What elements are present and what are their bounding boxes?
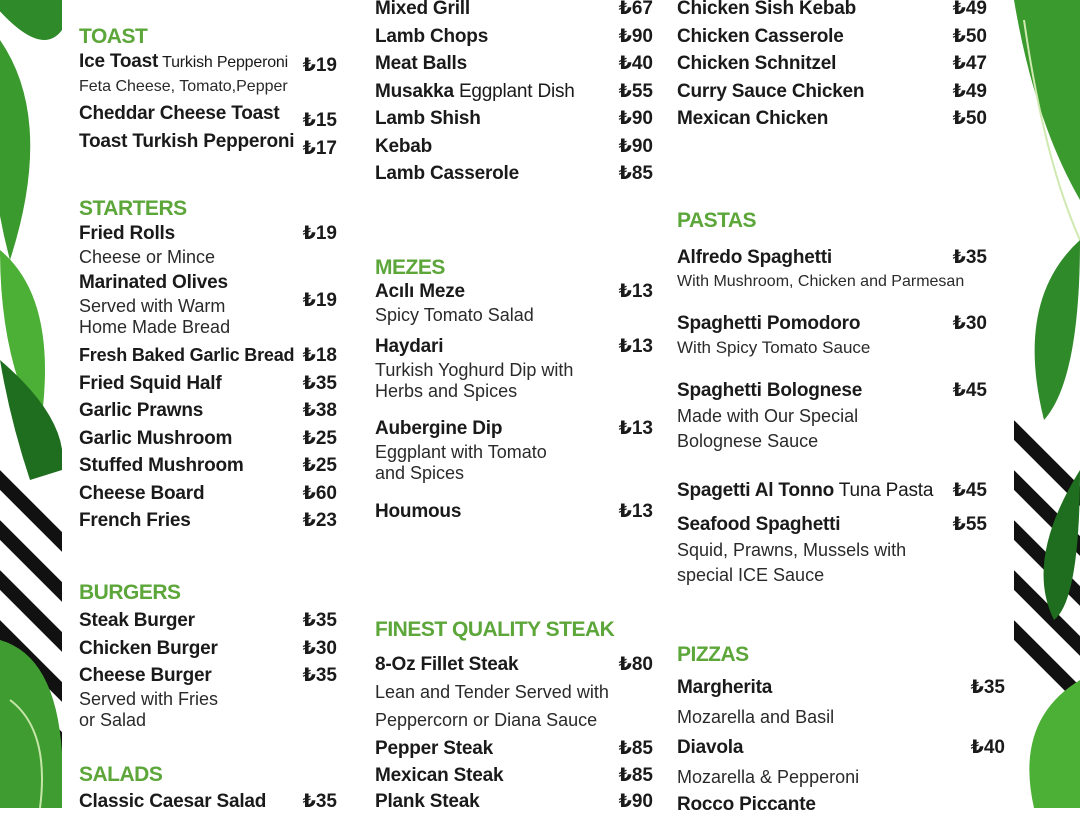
menu-item: French Fries ₺23	[79, 510, 337, 531]
menu-item: Spaghetti Pomodoro With Spicy Tomato Sauce ₺30	[677, 313, 987, 357]
menu-item: Garlic Mushroom ₺25	[79, 428, 337, 449]
section-heading-pastas: PASTAS	[677, 209, 757, 232]
menu-item: Pepper Steak ₺85	[375, 738, 653, 759]
menu-item: Aubergine Dip Eggplant with Tomato and Spices ₺13	[375, 418, 653, 483]
menu-item: Cheese Board ₺60	[79, 483, 337, 504]
menu-item: Garlic Prawns ₺38	[79, 400, 337, 421]
menu-item: Steak Burger ₺35	[79, 610, 337, 631]
menu-item: Lamb Casserole ₺85	[375, 163, 653, 184]
menu-item: Mexican Steak ₺85	[375, 765, 653, 786]
menu-item: Cheddar Cheese Toast ₺15	[79, 103, 337, 131]
menu-item: Haydari Turkish Yoghurd Dip with Herbs and Spices ₺13	[375, 336, 653, 401]
palm-leaf-decoration-left	[0, 0, 62, 808]
menu-item: Alfredo Spaghetti With Mushroom, Chicken and Parmesan ₺35	[677, 247, 987, 290]
menu-item: Fried Rolls Cheese or Mince ₺19	[79, 223, 337, 267]
menu-item: Ice Toast Turkish Pepperoni Feta Cheese, Tomato,Pepper ₺19	[79, 51, 337, 95]
menu-item: 8-Oz Fillet Steak Lean and Tender Served with Peppercorn or Diana Sauce ₺80	[375, 654, 653, 730]
menu-item: Mixed Grill ₺67	[375, 0, 653, 19]
menu-item: Lamb Shish ₺90	[375, 108, 653, 129]
section-heading-toast: TOAST	[79, 25, 148, 48]
menu-item: Acılı Meze Spicy Tomato Salad ₺13	[375, 281, 653, 325]
section-heading-pizzas: PIZZAS	[677, 643, 749, 666]
menu-item: Stuffed Mushroom ₺25	[79, 455, 337, 476]
menu-item: Margherita Mozarella and Basil ₺35	[677, 677, 1005, 727]
menu-item: Marinated Olives Served with Warm Home Made Bread ₺19	[79, 272, 337, 337]
menu-column-1	[79, 0, 337, 812]
menu-item: Lamb Chops ₺90	[375, 26, 653, 47]
section-heading-salads: SALADS	[79, 763, 163, 786]
menu-item: Rocco Piccante	[677, 794, 816, 815]
menu-item: Spagetti Al Tonno Tuna Pasta ₺45	[677, 480, 987, 501]
menu-column-2	[375, 0, 653, 812]
menu-item: Meat Balls ₺40	[375, 53, 653, 74]
section-heading-starters: STARTERS	[79, 197, 187, 220]
menu-item: Musakka Eggplant Dish ₺55	[375, 81, 653, 102]
menu-item: Chicken Sish Kebab ₺49	[677, 0, 987, 19]
menu-item: Chicken Casserole ₺50	[677, 26, 987, 47]
menu-item: Toast Turkish Pepperoni ₺17	[79, 131, 337, 159]
menu-page	[62, 0, 1014, 815]
menu-item: Fried Squid Half ₺35	[79, 373, 337, 394]
menu-item: Cheese Burger Served with Fries or Salad ₺35	[79, 665, 337, 730]
menu-item: Curry Sauce Chicken ₺49	[677, 81, 987, 102]
menu-column-3	[677, 0, 1005, 815]
menu-item: Houmous ₺13	[375, 501, 653, 522]
menu-item: Fresh Baked Garlic Bread ₺18	[79, 345, 337, 366]
menu-item: Seafood Spaghetti Squid, Prawns, Mussels with special ICE Sauce ₺55	[677, 514, 987, 585]
menu-item: Mexican Chicken ₺50	[677, 108, 987, 129]
menu-item: Classic Caesar Salad ₺35	[79, 791, 337, 812]
menu-item: Diavola Mozarella & Pepperoni ₺40	[677, 737, 1005, 787]
menu-item: Chicken Burger ₺30	[79, 638, 337, 659]
section-heading-steak: FINEST QUALITY STEAK	[375, 618, 615, 641]
palm-leaf-decoration-right	[1014, 0, 1080, 808]
menu-item: Chicken Schnitzel ₺47	[677, 53, 987, 74]
section-heading-burgers: BURGERS	[79, 581, 181, 604]
menu-item: Spaghetti Bolognese Made with Our Special Bolognese Sauce ₺45	[677, 380, 987, 451]
section-heading-mezes: MEZES	[375, 256, 445, 279]
menu-item: Plank Steak ₺90	[375, 791, 653, 812]
menu-item: Kebab ₺90	[375, 136, 653, 157]
